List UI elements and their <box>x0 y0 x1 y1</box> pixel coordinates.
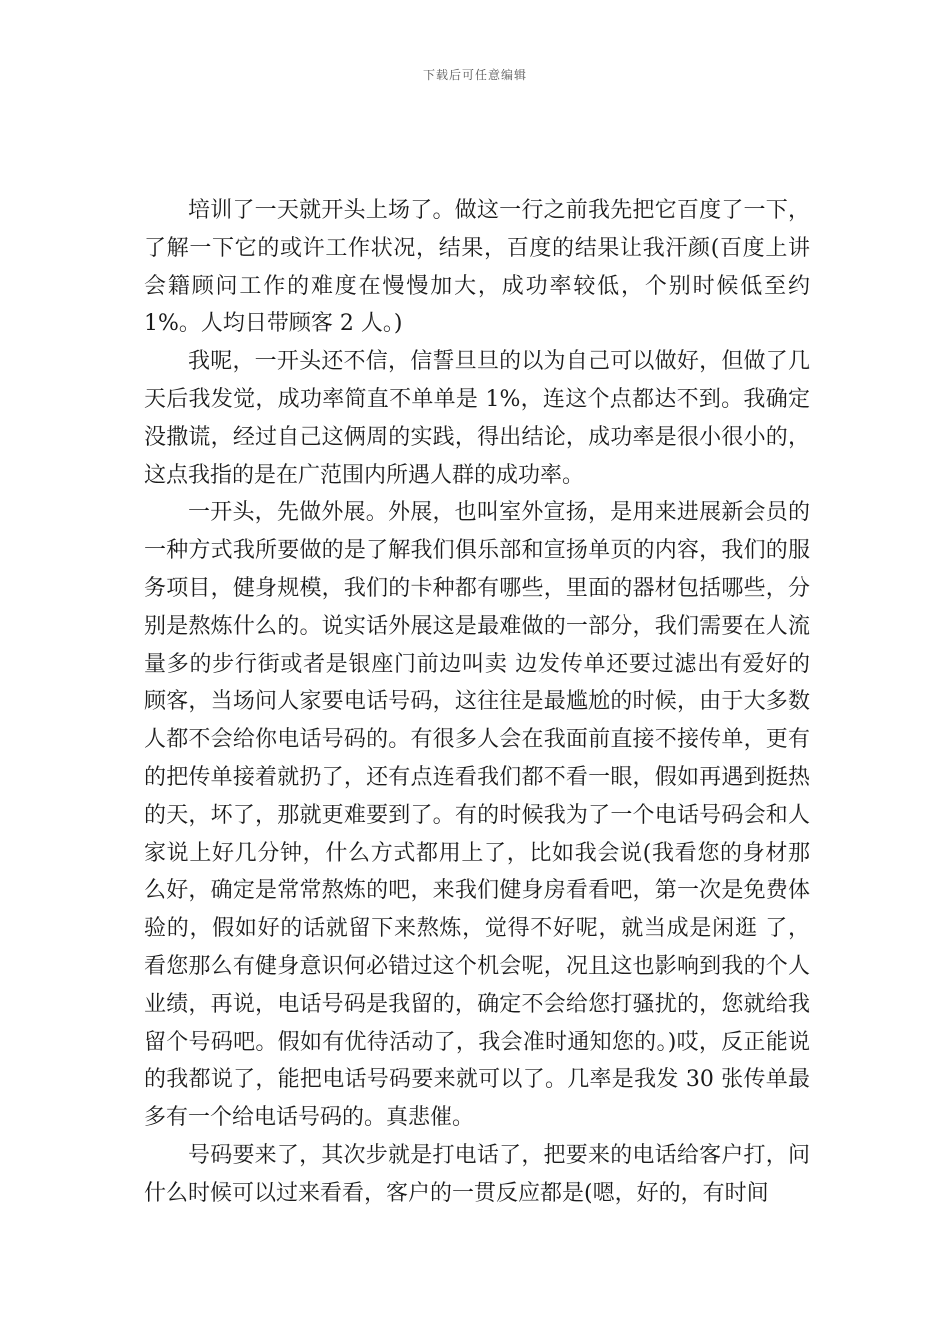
paragraph: 一开头，先做外展。外展，也叫室外宣扬，是用来进展新会员的一种方式我所要做的是了解我们俱乐部和宣扬单页的内容，我们的服务项目，健身规模，我们的卡种都有哪些，里面的器材包括哪些，分别是熬炼什么的。说实话外展这是最难做的一部分，我们需要在人流量多的步行街或者是银座门前边叫卖 边发传单还要过滤出有爱好的顾客，当场问人家要电话号码，这往往是最尴尬的时候，由于大多数人都不会给你电话号码的。有很多人会在我面前直接不接传单，更有的把传单接着就扔了，还有点连看我们都不看一眼，假如再遇到挺热的天，坏了，那就更难要到了。有的时候我为了一个电话号码会和人家说上好几分钟，什么方式都用上了，比如我会说(我看您的身材那么好，确定是常常熬炼的吧，来我们健身房看看吧，第一次是免费体验的，假如好的话就留下来熬炼，觉得不好呢，就当成是闲逛 了，看您那么有健身意识何必错过这个机会呢，况且这也影响到我的个人业绩，再说，电话号码是我留的，确定不会给您打骚扰的，您就给我留个号码吧。假如有优待活动了，我会准时通知您的。)哎，反正能说的我都说了，能把电话号码要来就可以了。几率是我发 30 张传单最多有一个给电话号码的。真悲催。 <box>144 500 810 1131</box>
document-body <box>144 192 810 1213</box>
page-header: 下载后可任意编辑 <box>422 68 527 82</box>
paragraph: 培训了一天就开头上场了。做这一行之前我先把它百度了一下，了解一下它的或许工作状况，结果，百度的结果让我汗颜(百度上讲会籍顾问工作的难度在慢慢加大，成功率较低，个别时候低至约1%。人均日带顾客 2 人。) <box>144 198 810 337</box>
paragraph: 号码要来了，其次步就是打电话了，把要来的电话给客户打，问什么时候可以过来看看，客户的一贯反应都是(嗯，好的，有时间 <box>144 1142 810 1206</box>
paragraph: 我呢，一开头还不信，信誓旦旦的以为自己可以做好，但做了几天后我发觉，成功率简直不单单是 1%，连这个点都达不到。我确定没撒谎，经过自己这俩周的实践，得出结论，成功率是很小很小的，这点我指的是在广范围内所遇人群的成功率。 <box>144 349 810 488</box>
